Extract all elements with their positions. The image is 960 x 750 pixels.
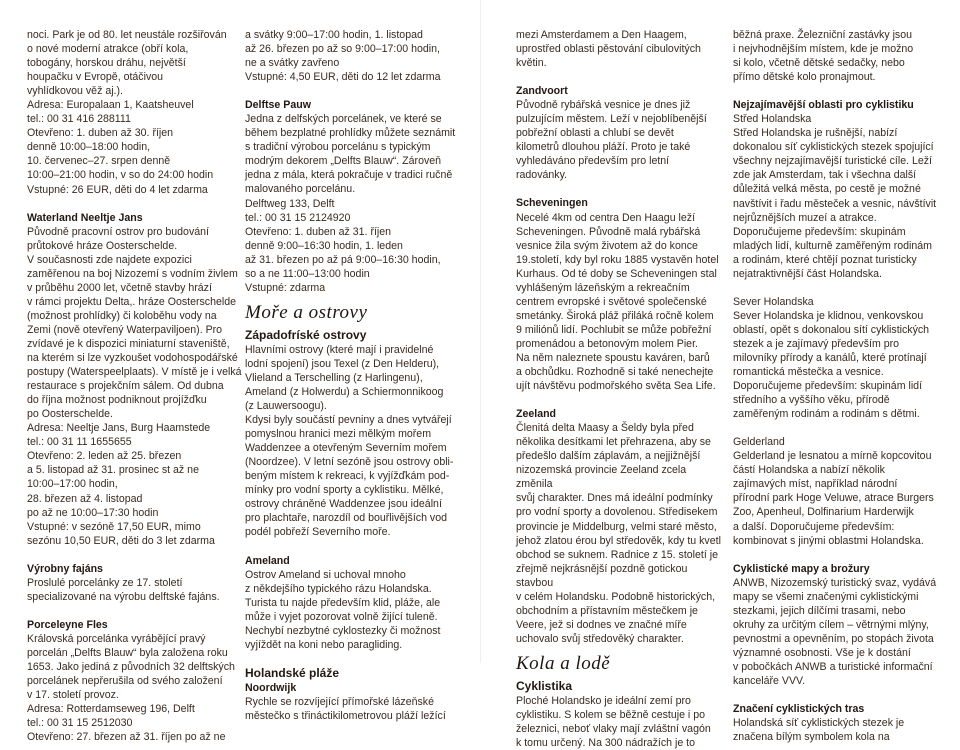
paragraph-gap bbox=[733, 281, 943, 295]
text-line: v 17. století provoz. bbox=[27, 689, 119, 702]
text-line: provincie je Middelburg, velmi staré město, bbox=[516, 520, 717, 533]
text-line: vyjíždět na koni nebo paragliding. bbox=[245, 638, 403, 651]
text-line: lodní spojení) jsou Texel (z Den Helderu), bbox=[245, 357, 440, 370]
text-line: všechny nejzajímavější turistické cíle. Leží bbox=[733, 155, 933, 168]
paragraph bbox=[733, 576, 943, 688]
text-line: Nejzajímavější oblasti pro cyklistiku bbox=[733, 99, 914, 112]
text-line: Otevřeno: 27. březen až 31. říjen po až ne bbox=[27, 731, 226, 744]
text-line: Holandská síť cyklistických stezek je bbox=[733, 717, 905, 730]
section-heading bbox=[516, 407, 724, 421]
text-line: Turista tu najde především klid, pláže, ale bbox=[245, 596, 441, 609]
text-line: po Oosterschelde. bbox=[27, 408, 113, 421]
text-line: specializované na výrobu delftské fajáns. bbox=[27, 590, 220, 603]
text-line: až 31. březen po až pá 9:00–16:30 hodin, bbox=[245, 253, 441, 266]
text-line: Waddenzee a otevřeným Severním mořem bbox=[245, 442, 447, 455]
text-line: Ameland bbox=[245, 554, 290, 567]
paragraph bbox=[245, 695, 465, 723]
text-line: Delftweg 133, Delft bbox=[245, 197, 335, 210]
column-2 bbox=[245, 28, 465, 723]
text-line: pevnostmi a opevněním, po stopách života bbox=[733, 632, 934, 645]
text-line: denně 10:00–18:00 hodin, bbox=[27, 141, 151, 154]
text-line: několika desítkami let přehrazena, aby se bbox=[516, 436, 711, 449]
paragraph-gap bbox=[516, 393, 724, 407]
text-line: modrým dekorem „Delfts Blauw“. Zároveň bbox=[245, 155, 442, 168]
text-line: Kola a lodě bbox=[516, 652, 611, 674]
text-line: a další. Doporučujeme především: bbox=[733, 520, 895, 533]
subsection-title bbox=[516, 679, 724, 694]
column-1 bbox=[27, 28, 245, 744]
paragraph bbox=[245, 568, 465, 652]
text-line: Otevřeno: 1. duben až 31. říjen bbox=[245, 225, 392, 238]
text-line: ujít návštěvu podmořského světa Sea Life. bbox=[516, 380, 716, 393]
text-line: uchovalo svůj středověký charakter. bbox=[516, 632, 684, 645]
text-line: ANWB, Nizozemský turistický svaz, vydává bbox=[733, 576, 937, 589]
text-line: Výrobny fajáns bbox=[27, 562, 103, 575]
text-line: nizozemská provincie Zeeland zcela změnila bbox=[516, 464, 687, 491]
paragraph-gap bbox=[27, 604, 245, 618]
column-3 bbox=[516, 28, 724, 750]
paragraph-gap bbox=[733, 688, 943, 702]
text-line: restaurace s projekčním sálem. Od dubna bbox=[27, 380, 224, 393]
text-line: 28. březen až 4. listopad bbox=[27, 492, 143, 505]
text-line: Otevřeno: 2. leden až 25. březen bbox=[27, 450, 182, 463]
paragraph-gap bbox=[733, 548, 943, 562]
text-line: Porceleyne Fles bbox=[27, 618, 108, 631]
text-line: Střed Holandska je rušnější, nabízí bbox=[733, 127, 898, 140]
text-line: v celém Holandsku. Podobně historických, bbox=[516, 590, 716, 603]
text-line: vyhlášeným lázeňským a rekreačním bbox=[516, 281, 690, 294]
text-line: porcelán „Delfts Blauw“ byla založena roku bbox=[27, 646, 228, 659]
text-line: Zandvoort bbox=[516, 85, 568, 98]
text-line: a svátky 9:00–17:00 hodin, 1. listopad bbox=[245, 29, 423, 41]
text-line: tel.: 00 31 416 288111 bbox=[27, 113, 131, 126]
text-line: Vstupné: zdarma bbox=[245, 281, 326, 294]
chapter-title bbox=[516, 652, 724, 675]
text-line: vyhlídkovou věž aj.). bbox=[27, 85, 123, 98]
text-line: během bezplatné prohlídky můžete seznámit bbox=[245, 127, 456, 140]
text-line: Na něm naleznete spoustu kaváren, barů bbox=[516, 351, 710, 364]
text-line: středního a vyššího věku, přírodě bbox=[733, 394, 890, 407]
subsection-title bbox=[245, 328, 465, 343]
section-heading bbox=[733, 562, 943, 576]
text-line: až 26. březen po až so 9:00–17:00 hodin, bbox=[245, 43, 440, 56]
text-line: stezek a je zajímavý především pro bbox=[733, 337, 900, 350]
text-line: Moře a ostrovy bbox=[245, 301, 368, 323]
text-line: květin. bbox=[516, 57, 547, 70]
text-line: částí Holandska a nabízí několik bbox=[733, 464, 885, 477]
paragraph bbox=[516, 211, 724, 394]
text-line: může i vyjet pozorovat volně žijící tuleně. bbox=[245, 610, 438, 623]
text-line: Značení cyklistických tras bbox=[733, 703, 865, 716]
text-line: Otevřeno: 1. duben až 30. říjen bbox=[27, 127, 174, 140]
text-line: do října možnost podniknout projížďku bbox=[27, 394, 207, 407]
text-line: cyklistiku. S kolem se běžně cestuje i po bbox=[516, 708, 706, 721]
text-line: 10:00–17:00 hodin, bbox=[27, 478, 118, 491]
text-line: přírodní park Hoge Veluwe, atrace Burgers bbox=[733, 492, 934, 505]
section-heading bbox=[245, 98, 465, 112]
text-line: Holandské pláže bbox=[245, 665, 340, 680]
text-line: v rámci projektu Delta,. hráze Oosterschelde bbox=[27, 295, 237, 308]
text-line: obchodním a přístavním městečkem je bbox=[516, 604, 698, 617]
text-line: beným místem k rekreaci, k vyjížďkám pod- bbox=[245, 470, 450, 483]
paragraph-gap bbox=[27, 197, 245, 211]
section-heading bbox=[245, 681, 465, 695]
text-line: oblastí, opět s dokonalou sítí cyklistických bbox=[733, 323, 930, 336]
text-line: průtokové hráze Oosterschelde. bbox=[27, 239, 178, 252]
text-line: obchod se suknem. Radnice z 15. století je bbox=[516, 548, 718, 561]
text-line: (z Lauwersoogu). bbox=[245, 400, 327, 413]
text-line: Gelderland je lesnatou a mírně kopcovitou bbox=[733, 450, 932, 463]
text-line: porcelánek nepřerušila od svého založení bbox=[27, 675, 223, 688]
paragraph bbox=[516, 28, 724, 70]
text-line: postupy (Waterspeelplaats). V místě je i velká bbox=[27, 366, 242, 379]
text-line: Vstupné: v sezóně 17,50 EUR, mimo bbox=[27, 520, 201, 533]
text-line: běžná praxe. Železniční zastávky jsou bbox=[733, 29, 913, 41]
text-line: zaměřeným rodinám a rodinám s dětmi. bbox=[733, 408, 920, 421]
text-line: 10:00–21:00 hodin, v so do 24:00 hodin bbox=[27, 169, 214, 182]
text-line: jehož zlatou érou byl středověk, kdy tu kvetl bbox=[516, 534, 721, 547]
paragraph bbox=[27, 28, 245, 197]
text-line: Zeeland bbox=[516, 408, 557, 421]
text-line: centrem evropské i světové společenské bbox=[516, 295, 707, 308]
paragraph bbox=[516, 421, 724, 646]
text-line: a 5. listopad až 31. prosinec st až ne bbox=[27, 464, 199, 477]
text-line: o nové moderní atrakce (obří kola, bbox=[27, 43, 189, 56]
text-line: k tomu určený. Na 300 nádražích je to bbox=[516, 737, 696, 750]
text-line: Královská porcelánka vyrábějící pravý bbox=[27, 632, 206, 645]
text-line: milovníky přírody a kanálů, které protínají bbox=[733, 351, 927, 364]
text-line: Gelderland bbox=[733, 436, 785, 449]
text-line: 9 miliónů lidí. Pochlubit se může pobřežní bbox=[516, 323, 712, 336]
text-line: svůj charakter. Dnes má ideální podmínky bbox=[516, 492, 713, 505]
text-line: nejrůznějších muzeí a atrakce. bbox=[733, 211, 877, 224]
paragraph bbox=[733, 295, 943, 421]
text-line: Delftse Pauw bbox=[245, 99, 311, 112]
text-line: zřejmě nejkrásnější pozdně gotickou stavbou bbox=[516, 562, 688, 589]
text-line: Vstupné: 26 EUR, děti do 4 let zdarma bbox=[27, 183, 208, 196]
paragraph bbox=[245, 28, 465, 84]
section-heading bbox=[27, 211, 245, 225]
text-line: Hlavními ostrovy (které mají i pravidelné bbox=[245, 343, 434, 356]
paragraph-gap bbox=[733, 421, 943, 435]
paragraph bbox=[27, 632, 245, 744]
text-line: Cyklistické mapy a brožury bbox=[733, 562, 870, 575]
section-heading bbox=[516, 196, 724, 210]
text-line: s tradiční výrobou porcelánu s typickým bbox=[245, 141, 431, 154]
column-4 bbox=[733, 28, 943, 744]
text-line: pomyslnou hranici mezi mělkým mořem bbox=[245, 428, 432, 441]
text-line: Ameland (z Holwerdu) a Schiermonnikoog bbox=[245, 385, 444, 398]
text-line: navštívit i řadu městeček a vesnic, návštívit bbox=[733, 197, 937, 210]
section-heading bbox=[733, 98, 943, 112]
text-line: jedna z mála, která pokračuje v tradici ručně bbox=[245, 169, 453, 182]
text-line: so a ne 11:00–13:00 hodin bbox=[245, 267, 370, 280]
text-line: radovánky. bbox=[516, 169, 568, 182]
paragraph bbox=[27, 576, 245, 604]
text-line: Členitá delta Maasy a Šeldy byla před bbox=[516, 422, 694, 435]
text-line: na kterém si lze vyzkoušet vodohospodářské bbox=[27, 352, 238, 365]
chapter-title bbox=[245, 301, 465, 324]
text-line: Adresa: Europalaan 1, Kaatsheuvel bbox=[27, 99, 194, 112]
text-line: Původně pracovní ostrov pro budování bbox=[27, 225, 209, 238]
text-line: houpačku v Evropě, otáčivou bbox=[27, 71, 164, 84]
text-line: Noordwijk bbox=[245, 681, 297, 694]
paragraph-gap bbox=[245, 84, 465, 98]
text-line: Scheveningen. Původně malá rybářská bbox=[516, 225, 701, 238]
paragraph bbox=[733, 28, 943, 84]
paragraph bbox=[733, 112, 943, 281]
paragraph-gap bbox=[516, 182, 724, 196]
section-heading bbox=[516, 84, 724, 98]
paragraph-gap bbox=[733, 84, 943, 98]
text-line: přímo dětské kolo pronajmout. bbox=[733, 71, 876, 84]
text-line: pulzujícím městem. Leží v nejoblíbenější bbox=[516, 113, 707, 126]
text-line: vesnice žila svým životem až do konce bbox=[516, 239, 698, 252]
text-line: tel.: 00 31 15 2124920 bbox=[245, 211, 351, 224]
text-line: pro vodní sporty a dovolenou. Středisekem bbox=[516, 506, 718, 519]
text-line: ne a svátky zavřeno bbox=[245, 57, 340, 70]
paragraph bbox=[245, 343, 465, 540]
text-line: Waterland Neeltje Jans bbox=[27, 211, 143, 224]
text-line: po až ne 10:00–17:30 hodin bbox=[27, 506, 159, 519]
text-line: 10. červenec–27. srpen denně bbox=[27, 155, 171, 168]
text-line: Nechybí nezbytné cyklostezky či možnost bbox=[245, 624, 441, 637]
text-line: z někdejšího typického rázu Holandska. bbox=[245, 582, 432, 595]
text-line: Adresa: Neeltje Jans, Burg Haamstede bbox=[27, 422, 211, 435]
text-line: železnici, neboť vlaky mají zvláštní vagón bbox=[516, 723, 711, 736]
paragraph bbox=[516, 98, 724, 182]
section-heading bbox=[245, 554, 465, 568]
text-line: v průběhu 2000 let, včetně stavby hrází bbox=[27, 281, 212, 294]
section-heading bbox=[27, 618, 245, 632]
text-line: pro plachtaře, narozdíl od bouřlivějších vod bbox=[245, 512, 447, 525]
text-line: Zemi (nově otevřený Waterpaviljoen). Pro bbox=[27, 323, 223, 336]
text-line: Veere, jež si dodnes ve značné míře bbox=[516, 618, 687, 631]
text-line: Vlieland a Terschelling (z Harlingenu), bbox=[245, 371, 423, 384]
text-line: městečko s třináctikilometrovou pláží ležící bbox=[245, 709, 446, 722]
text-line: okruhy za určitým cílem – větrnými mlýny, bbox=[733, 618, 929, 631]
text-line: 19.století, kdy byl roku 1885 vystavěn hotel bbox=[516, 253, 719, 266]
text-line: Adresa: Rotterdamseweg 196, Delft bbox=[27, 703, 195, 716]
text-line: i nejvhodnějším místem, kde je možno bbox=[733, 43, 914, 56]
text-line: dokonalou síť cyklistických stezek spojující bbox=[733, 141, 934, 154]
paragraph bbox=[245, 112, 465, 295]
text-line: V současnosti zde najdete expozici bbox=[27, 253, 192, 266]
text-line: smetánky. Široká pláž přiláká ročně kolem bbox=[516, 309, 714, 322]
text-line: Doporučujeme především: skupinám lidí bbox=[733, 380, 923, 393]
text-line: předešlo dalším záplavám, a nejjižnější bbox=[516, 450, 701, 463]
text-line: mladých lidí, kulturně zaměřeným rodinám bbox=[733, 239, 933, 252]
text-line: (možnost prohlídky) či koloběhu vody na bbox=[27, 309, 217, 322]
text-line: Rychle se rozvíjející přímořské lázeňské bbox=[245, 695, 434, 708]
text-line: si kolo, včetně dětské sedačky, nebo bbox=[733, 57, 905, 70]
text-line: kilometrů dlouhou pláží. Proto je také bbox=[516, 141, 691, 154]
text-line: zvídavé je k dispozici miniaturní staveniště, bbox=[27, 337, 230, 350]
text-line: vyhledáváno především pro letní bbox=[516, 155, 670, 168]
text-line: kanceláře VVV. bbox=[733, 674, 806, 687]
text-line: významné osobnosti. Vše je k dostání bbox=[733, 646, 911, 659]
paragraph-gap bbox=[245, 540, 465, 554]
text-line: mezi Amsterdamem a Den Haagem, bbox=[516, 29, 687, 41]
text-line: noci. Park je od 80. let neustále rozšiřován bbox=[27, 29, 227, 41]
text-line: zajímavých míst, například národní bbox=[733, 478, 898, 491]
text-line: malovaného porcelánu. bbox=[245, 183, 356, 196]
text-line: Doporučujeme především: skupinám bbox=[733, 225, 906, 238]
text-line: Ploché Holandsko je ideální zemí pro bbox=[516, 694, 691, 707]
text-line: zde jak Amsterdam, tak i všechna další bbox=[733, 169, 917, 182]
text-line: Kurhaus. Od té doby se Scheveningen stal bbox=[516, 267, 717, 280]
text-line: Scheveningen bbox=[516, 197, 588, 210]
text-line: podél pobřeží Severního moře. bbox=[245, 526, 391, 539]
text-line: a rodinám, které chtějí poznat turisticky bbox=[733, 253, 917, 266]
paragraph bbox=[27, 225, 245, 548]
text-line: tel.: 00 31 15 2512030 bbox=[27, 717, 133, 730]
text-line: Původně rybářská vesnice je dnes již bbox=[516, 99, 691, 112]
text-line: mínky pro vodní sporty a cyklistiku. Mělké, bbox=[245, 484, 444, 497]
text-line: pobřežní oblasti a chlubí se devět bbox=[516, 127, 674, 140]
paragraph-gap bbox=[245, 652, 465, 666]
text-line: v pobočkách ANWB a turistické informační bbox=[733, 660, 933, 673]
text-line: a obchůdku. Rozhodně si také nenechejte bbox=[516, 366, 714, 379]
text-line: důležitá velká města, po cestě je možné bbox=[733, 183, 921, 196]
text-line: kombinovat s jinými oblastmi Holandska. bbox=[733, 534, 924, 547]
text-line: Kdysi byly součástí pevniny a dnes vytvářejí bbox=[245, 414, 452, 427]
text-line: zaměřenou na boj Nizozemí s vodním živlem bbox=[27, 267, 238, 280]
page-gutter bbox=[480, 0, 481, 663]
text-line: 1653. Jako jediná z původních 32 delftských bbox=[27, 660, 235, 673]
section-heading bbox=[27, 562, 245, 576]
text-line: ostrovy chráněné Waddenzee jsou ideální bbox=[245, 498, 442, 511]
text-line: Střed Holandska bbox=[733, 113, 812, 126]
text-line: Vstupné: 4,50 EUR, děti do 12 let zdarma bbox=[245, 71, 441, 84]
text-line: značena bílým symbolem kola na bbox=[733, 731, 890, 744]
text-line: Proslulé porcelánky ze 17. století bbox=[27, 576, 183, 589]
section-heading bbox=[733, 702, 943, 716]
subsection-title bbox=[245, 666, 465, 681]
text-line: Sever Holandska je klidnou, venkovskou bbox=[733, 309, 924, 322]
text-line: nejatraktivnější část Holandska. bbox=[733, 267, 882, 280]
text-line: Zoo, Apenheul, Dolfinarium Harderwijk bbox=[733, 506, 914, 519]
text-line: Jedna z delfských porcelánek, ve které se bbox=[245, 113, 442, 126]
text-line: (Noordzee). V letní sezóně jsou ostrovy obli- bbox=[245, 456, 454, 469]
paragraph bbox=[516, 694, 724, 750]
text-line: uprostřed oblasti pěstování cibulovitých bbox=[516, 43, 701, 56]
paragraph bbox=[733, 716, 943, 744]
paragraph bbox=[733, 435, 943, 547]
text-line: denně 9:00–16:30 hodin, 1. leden bbox=[245, 239, 403, 252]
paragraph-gap bbox=[27, 548, 245, 562]
text-line: Ostrov Ameland si uchoval mnoho bbox=[245, 568, 406, 581]
text-line: tobogány, horskou dráhu, největší bbox=[27, 57, 186, 70]
text-line: stezkami, jejich dílčími trasami, nebo bbox=[733, 604, 906, 617]
text-line: Západofríské ostrovy bbox=[245, 327, 367, 342]
text-line: tel.: 00 31 11 1655655 bbox=[27, 436, 132, 449]
text-line: Cyklistika bbox=[516, 678, 573, 693]
paragraph-gap bbox=[516, 70, 724, 84]
text-line: romantická městečka a vesnice. bbox=[733, 366, 884, 379]
text-line: sezónu 10,50 EUR, děti do 3 let zdarma bbox=[27, 534, 215, 547]
text-line: Necelé 4km od centra Den Haagu leží bbox=[516, 211, 696, 224]
text-line: mapy se všemi značenými cyklistickými bbox=[733, 590, 919, 603]
text-line: Sever Holandska bbox=[733, 295, 814, 308]
text-line: promenádou a betonovým molem Pier. bbox=[516, 337, 698, 350]
